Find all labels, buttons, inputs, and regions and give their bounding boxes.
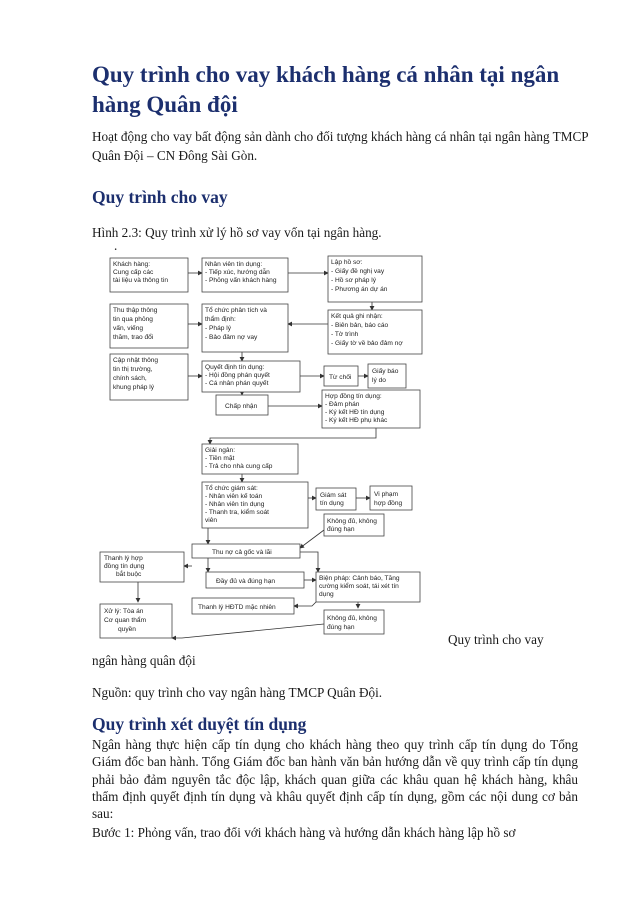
- svg-text:thăm, trao đổi: thăm, trao đổi: [113, 334, 154, 341]
- box-thanh-ly-hop-dong: [100, 552, 184, 582]
- box-thanh-ly-hdtd: [192, 598, 294, 614]
- section-heading-loan-process: Quy trình cho vay: [92, 187, 228, 207]
- figure-caption-right: Quy trình cho vay: [448, 632, 544, 647]
- box-khong-du-2: [324, 610, 384, 634]
- svg-text:đúng hạn: đúng hạn: [327, 526, 355, 533]
- svg-text:tin thị trường,: tin thị trường,: [113, 366, 153, 373]
- svg-text:Đầy đủ và đúng hạn: Đầy đủ và đúng hạn: [216, 578, 276, 585]
- svg-text:Không đủ, không: Không đủ, không: [327, 518, 377, 525]
- svg-text:Lập hồ sơ:: Lập hồ sơ:: [331, 259, 363, 266]
- svg-text:Thu nợ cả gốc và lãi: Thu nợ cả gốc và lãi: [212, 549, 272, 556]
- svg-text:- Cá nhân phán quyết: - Cá nhân phán quyết: [205, 380, 269, 387]
- svg-text:Giám sát: Giám sát: [320, 492, 347, 499]
- svg-text:viên: viên: [205, 517, 218, 524]
- box-khong-du-1: [324, 514, 384, 536]
- svg-text:thẩm định:: thẩm định:: [205, 316, 236, 323]
- box-ket-qua-ghi-nhan: [328, 310, 422, 354]
- page-title: Quy trình cho vay khách hàng cá nhân tại ngân hàng Quân đội: [92, 62, 560, 117]
- svg-text:- Đảm phán: - Đảm phán: [325, 401, 360, 408]
- svg-text:quyền: quyền: [118, 626, 136, 633]
- box-khach-hang: [110, 258, 188, 292]
- svg-text:tín dụng: tín dụng: [320, 500, 344, 507]
- box-giai-ngan: [202, 444, 298, 474]
- svg-text:Quyết định tín dụng:: Quyết định tín dụng:: [205, 364, 265, 371]
- svg-text:Xử lý: Tòa án: Xử lý: Tòa án: [104, 608, 144, 615]
- box-bien-phap: [316, 572, 420, 602]
- svg-text:Nhân viên tín dụng:: Nhân viên tín dụng:: [205, 261, 263, 268]
- svg-text:Cơ quan thẩm: Cơ quan thẩm: [104, 617, 147, 624]
- loan-process-flowchart: [92, 246, 442, 646]
- box-hop-dong-tin-dung: [322, 390, 420, 428]
- svg-text:Tổ chức giám sát:: Tổ chức giám sát:: [205, 485, 258, 492]
- svg-text:- Hồ sơ pháp lý: - Hồ sơ pháp lý: [331, 277, 377, 284]
- svg-text:- Phương án dự án: - Phương án dự án: [331, 286, 388, 293]
- svg-text:Thu thập thông: Thu thập thông: [113, 307, 158, 314]
- box-lap-ho-so: [328, 256, 422, 302]
- credit-approval-paragraph: Ngân hàng thực hiện cấp tín dụng cho khách hàng theo quy trình cấp tín dụng do Tổng Giám đốc ban hành. Tổng Giám đốc ban hành văn bản hướng dẫn về quy trình cấp tín dụng phải bảo đảm nguyên tắc độc lập, khách quan giữa các khâu quan hệ khách hàng, khâu thẩm định quyết định tín dụng và khâu quyết định cấp tín dụng, gồm các nội dung cơ bản sau:: [92, 737, 578, 822]
- box-vi-pham-hop-dong: [370, 486, 412, 510]
- svg-text:Giải ngân:: Giải ngân:: [205, 447, 236, 454]
- svg-text:- Pháp lý: - Pháp lý: [205, 325, 232, 332]
- box-quyet-dinh-tin-dung: [202, 361, 300, 392]
- svg-text:Chấp nhận: Chấp nhận: [225, 403, 258, 410]
- svg-text:bắt buộc: bắt buộc: [116, 571, 142, 578]
- svg-text:Không đủ, không: Không đủ, không: [327, 615, 377, 622]
- step-1-text: Bước 1: Phỏng vấn, trao đổi với khách hàng và hướng dẫn khách hàng lập hồ sơ: [92, 825, 516, 840]
- svg-text:hợp đồng: hợp đồng: [374, 500, 403, 507]
- box-nhan-vien-tin-dung: [202, 258, 288, 292]
- svg-text:- Trả cho nhà cung cấp: - Trả cho nhà cung cấp: [205, 463, 273, 470]
- svg-text:- Giấy đề nghị vay: - Giấy đề nghị vay: [331, 268, 385, 275]
- svg-text:khung pháp lý: khung pháp lý: [113, 384, 155, 391]
- section-heading-credit-approval: Quy trình xét duyệt tín dụng: [92, 714, 307, 734]
- svg-text:Hợp đồng tín dụng:: Hợp đồng tín dụng:: [325, 393, 382, 400]
- box-xu-ly: [100, 604, 172, 638]
- svg-text:vấn, viếng: vấn, viếng: [113, 325, 144, 332]
- svg-text:Giấy báo: Giấy báo: [372, 368, 399, 375]
- svg-text:đồng tín dụng: đồng tín dụng: [104, 563, 145, 570]
- svg-text:- Nhân viên tín dụng: - Nhân viên tín dụng: [205, 501, 265, 508]
- figure-label: Hình 2.3: Quy trình xử lý hồ sơ vay vốn tại ngân hàng.: [92, 225, 382, 240]
- box-thu-no: [192, 544, 300, 558]
- svg-text:cường kiểm soát, tái xét tín: cường kiểm soát, tái xét tín: [319, 583, 399, 590]
- svg-text:- Tờ trình: - Tờ trình: [331, 331, 359, 338]
- box-phan-tich-tham-dinh: [202, 304, 288, 352]
- svg-text:- Bảo đảm nợ vay: - Bảo đảm nợ vay: [205, 334, 258, 341]
- svg-text:- Nhân viên kế toán: - Nhân viên kế toán: [205, 493, 263, 500]
- svg-text:- Hội đồng phán quyết: - Hội đồng phán quyết: [205, 372, 270, 379]
- svg-text:- Tiền mặt: - Tiền mặt: [205, 455, 235, 462]
- svg-text:tin qua phỏng: tin qua phỏng: [113, 316, 153, 323]
- svg-text:- Phỏng vấn khách hàng: - Phỏng vấn khách hàng: [205, 277, 277, 284]
- box-chap-nhan: [216, 395, 268, 415]
- box-day-du-dung-han: [206, 572, 304, 588]
- svg-text:- Tiếp xúc, hướng dẫn: - Tiếp xúc, hướng dẫn: [205, 269, 270, 276]
- svg-text:Thanh lý HĐTD mặc nhiên: Thanh lý HĐTD mặc nhiên: [198, 604, 276, 611]
- figure-source: Nguồn: quy trình cho vay ngân hàng TMCP Quân Đội.: [92, 685, 383, 700]
- svg-text:Cập nhật thông: Cập nhật thông: [113, 357, 159, 364]
- svg-text:Vi phạm: Vi phạm: [374, 491, 399, 498]
- figure-caption-continued: ngân hàng quân đội: [92, 653, 196, 668]
- svg-text:Cung cấp các: Cung cấp các: [113, 269, 154, 276]
- svg-text:chính sách,: chính sách,: [113, 375, 147, 382]
- svg-text:Từ chối: Từ chối: [329, 374, 352, 381]
- svg-text:- Ký kết HĐ phụ khác: - Ký kết HĐ phụ khác: [325, 417, 388, 424]
- svg-text:- Giấy tờ về bảo đảm nợ: - Giấy tờ về bảo đảm nợ: [331, 340, 403, 347]
- svg-text:lý do: lý do: [372, 377, 386, 384]
- svg-text:Kết quả ghi nhận:: Kết quả ghi nhận:: [331, 313, 383, 320]
- box-giay-bao-ly-do: [368, 364, 406, 388]
- svg-text:tài liệu và thông tin: tài liệu và thông tin: [113, 277, 168, 284]
- svg-text:Biện pháp: Cảnh báo, Tăng: Biện pháp: Cảnh báo, Tăng: [319, 575, 400, 582]
- figure-dot: .: [114, 238, 118, 253]
- svg-text:- Thanh tra, kiểm soát: - Thanh tra, kiểm soát: [205, 509, 270, 516]
- box-to-chuc-giam-sat: [202, 482, 308, 528]
- svg-text:- Biên bản, báo cáo: - Biên bản, báo cáo: [331, 322, 389, 329]
- intro-paragraph: Hoạt động cho vay bất động sản dành cho đối tượng khách hàng cá nhân tại ngân hàng TMCP Quân Đội – CN Đông Sài Gòn.: [92, 129, 589, 163]
- box-cap-nhat-thong-tin: [110, 354, 188, 400]
- box-thu-thap-thong-tin: [110, 304, 188, 348]
- box-giam-sat-tin-dung: [316, 488, 356, 510]
- svg-text:- Ký kết HĐ tín dụng: - Ký kết HĐ tín dụng: [325, 409, 385, 416]
- box-tu-choi: [324, 366, 358, 386]
- svg-text:đúng hạn: đúng hạn: [327, 624, 355, 631]
- svg-text:dụng: dụng: [319, 591, 334, 598]
- svg-text:Khách hàng:: Khách hàng:: [113, 261, 151, 268]
- svg-text:Thanh lý hợp: Thanh lý hợp: [104, 555, 143, 562]
- svg-text:Tổ chức phân tích và: Tổ chức phân tích và: [205, 307, 267, 314]
